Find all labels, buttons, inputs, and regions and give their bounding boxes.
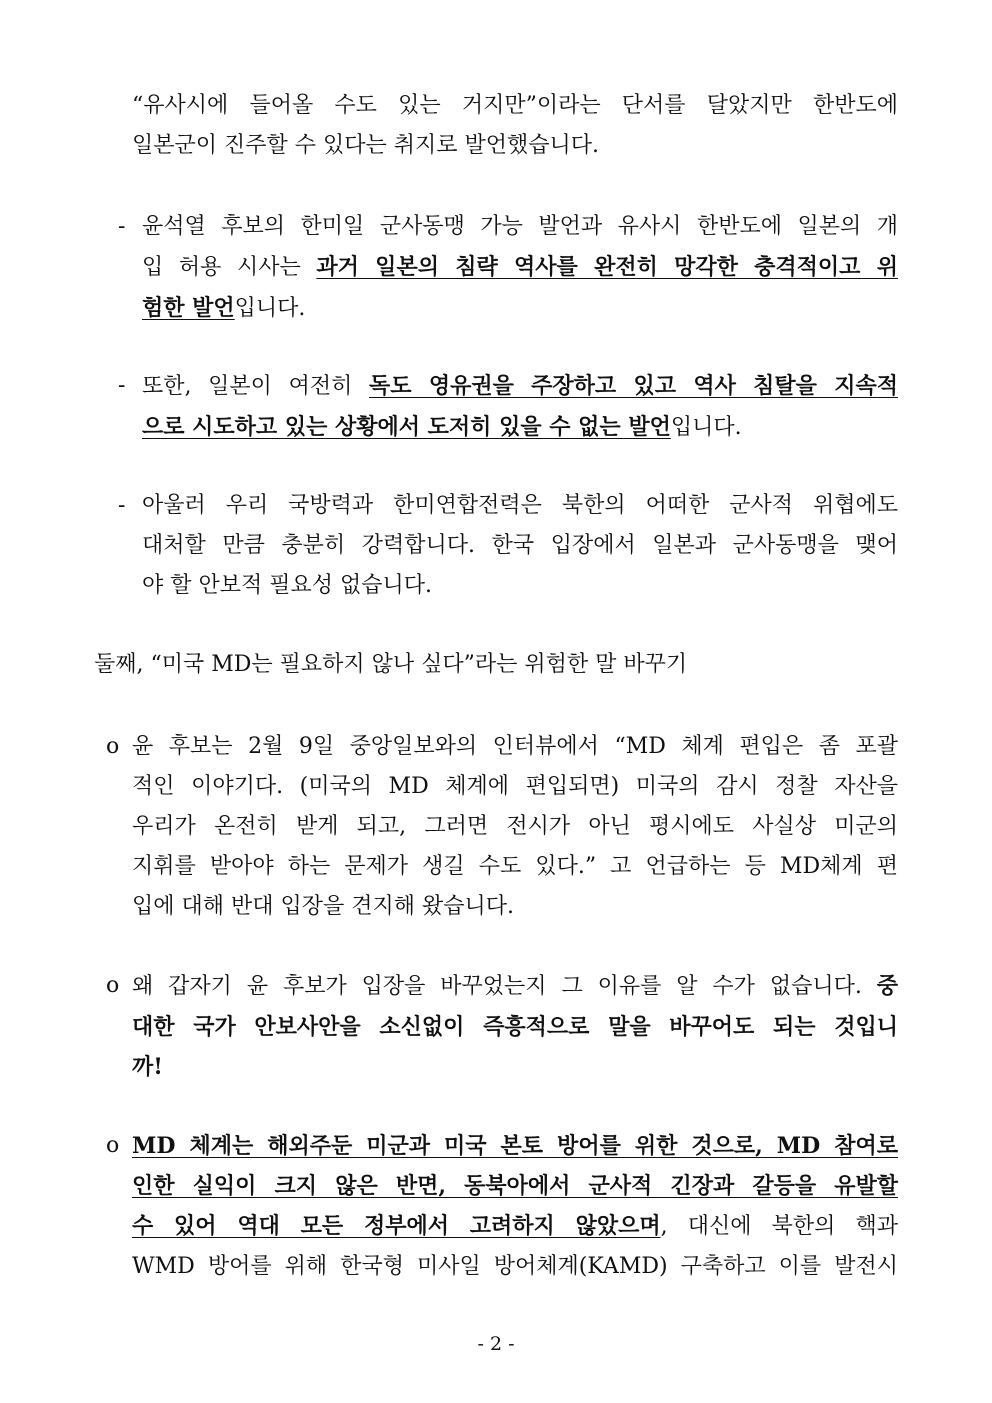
dash-marker: - bbox=[118, 493, 126, 518]
text-line: 야 할 안보적 필요성 없습니다. bbox=[142, 573, 432, 598]
text-line: 대처할 만큼 충분히 강력합니다. 한국 입장에서 일본과 군사동맹을 맺어 bbox=[142, 533, 898, 558]
bullet-marker: o bbox=[106, 734, 120, 759]
paragraph-dokdo bbox=[142, 366, 898, 448]
paragraph-defense-capability bbox=[142, 486, 898, 606]
underlined-bold-line: 인한 실익이 크지 않은 반면, 동북아에서 군사적 긴장과 갈등을 유발할 bbox=[132, 1173, 898, 1199]
text-line bbox=[132, 1206, 898, 1247]
text-segment: 입 허용 시사는 bbox=[142, 255, 317, 280]
text-line bbox=[132, 966, 898, 1007]
paragraph-continuation bbox=[132, 86, 898, 166]
bold-text-line: 대한 국가 안보사안을 소신없이 즉흥적으로 말을 바꾸어도 되는 것입니 bbox=[132, 1014, 898, 1040]
underlined-bold-line: MD 체계는 해외주둔 미군과 미국 본토 방어를 위한 것으로, MD 참여로 bbox=[132, 1133, 898, 1159]
paragraph-md-system bbox=[132, 1126, 898, 1287]
text-line: “유사시에 들어올 수도 있는 거지만”이라는 단서를 달았지만 한반도에 bbox=[132, 93, 898, 118]
underlined-bold-text: 수 있어 역대 모든 정부에서 고려하지 않았으며 bbox=[132, 1213, 661, 1239]
text-line bbox=[142, 288, 898, 329]
text-line: 일본군이 진주할 수 있다는 취지로 발언했습니다. bbox=[132, 133, 600, 158]
underlined-bold-text: 험한 발언 bbox=[142, 295, 235, 321]
underlined-bold-text: 과거 일본의 침략 역사를 완전히 망각한 충격적이고 위 bbox=[316, 254, 898, 280]
text-segment: 입니다. bbox=[670, 415, 742, 440]
text-segment: 입니다. bbox=[234, 296, 306, 321]
text-line: 윤 후보는 2월 9일 중앙일보와의 인터뷰에서 “MD 체계 편입은 좀 포괄 bbox=[132, 734, 898, 759]
bold-text-line: 까! bbox=[132, 1054, 163, 1080]
bullet-marker: o bbox=[106, 1133, 120, 1158]
text-line: 지휘를 받아야 하는 문제가 생길 수도 있다.” 고 언급하는 등 MD체계 편 bbox=[132, 854, 898, 879]
text-line: 윤석열 후보의 한미일 군사동맹 가능 발언과 유사시 한반도에 일본의 개 bbox=[142, 214, 898, 239]
page-number: - 2 - bbox=[477, 1333, 515, 1355]
text-line bbox=[142, 366, 898, 407]
bullet-marker: o bbox=[106, 973, 120, 998]
bold-text: , 대신에 북한의 핵과 bbox=[660, 1214, 898, 1239]
dash-marker: - bbox=[118, 373, 126, 398]
bold-text: 중 bbox=[876, 973, 898, 999]
text-line: WMD 방어를 위해 한국형 미사일 방어체계(KAMD) 구축하고 이를 발전시 bbox=[132, 1254, 898, 1279]
section-heading bbox=[94, 645, 894, 685]
dash-marker: - bbox=[118, 214, 126, 239]
text-line bbox=[142, 407, 898, 448]
heading-text: 둘째, “미국 MD는 필요하지 않나 싶다”라는 위험한 말 바꾸기 bbox=[94, 652, 688, 677]
text-segment: 또한, 일본이 여전히 bbox=[142, 374, 369, 399]
text-line: 아울러 우리 국방력과 한미연합전력은 북한의 어떠한 군사적 위협에도 bbox=[142, 493, 898, 518]
underlined-bold-text: 독도 영유권을 주장하고 있고 역사 침탈을 지속적 bbox=[369, 373, 898, 399]
paragraph-japan-alliance bbox=[142, 207, 898, 329]
underlined-bold-text: 으로 시도하고 있는 상황에서 도저히 있을 수 없는 발언 bbox=[142, 414, 671, 440]
text-line: 입에 대해 반대 입장을 견지해 왔습니다. bbox=[132, 894, 514, 919]
text-line: 적인 이야기다. (미국의 MD 체계에 편입되면) 미국의 감시 정찰 자산을 bbox=[132, 774, 898, 799]
paragraph-position-change bbox=[132, 966, 898, 1087]
text-segment: 왜 갑자기 윤 후보가 입장을 바꾸었는지 그 이유를 알 수가 없습니다. bbox=[132, 974, 877, 999]
text-line bbox=[142, 247, 898, 288]
paragraph-md-interview bbox=[132, 727, 898, 927]
text-line: 우리가 온전히 받게 되고, 그러면 전시가 아닌 평시에도 사실상 미군의 bbox=[132, 814, 898, 839]
